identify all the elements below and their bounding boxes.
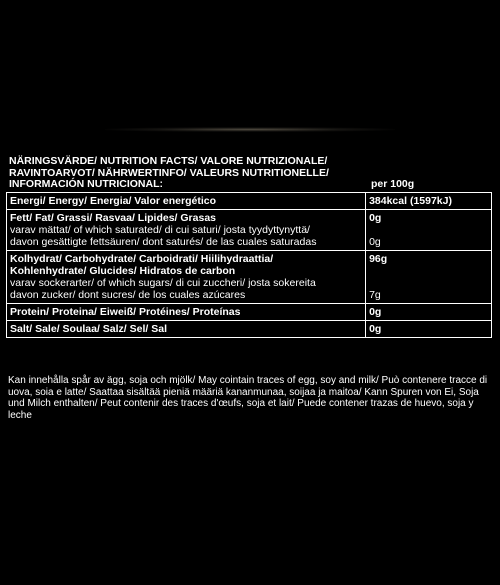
- carbohydrate-label-line-2: Kohlenhydrate/ Glucides/ Hidratos de carbon: [10, 265, 236, 277]
- fat-value: 0g: [369, 212, 382, 224]
- saturated-label-line-1: varav mättat/ of which saturated/ di cui saturi/ josta tyydyttynyttä/: [10, 224, 310, 236]
- row-fat: [7, 210, 492, 251]
- row-energy: [7, 193, 492, 210]
- protein-label: Protein/ Proteina/ Eiweiß/ Protéines/ Proteínas: [10, 306, 241, 318]
- row-carbohydrate: [7, 251, 492, 304]
- decorative-glow-line: [105, 127, 395, 132]
- saturated-label-line-2: davon gesättigte fettsäuren/ dont saturés/ de las cuales saturadas: [10, 236, 317, 248]
- allergen-footnote: Kan innehålla spår av ägg, soja och mjölk/ May cointain traces of egg, soy and milk/ Può contenere tracce di uova, soia e latte/ Saattaa sisältää pieniä määriä kananmunaa, soijaa ja maitoa/ Kann Spuren von Ei, Soja und Milch enthalten/ Peut contenir des traces d'œufs, soja et lait/ Puede contener trazas de huevo, soja y leche: [8, 375, 488, 421]
- sugars-label-line-1: varav sockerarter/ of which sugars/ di cui zuccheri/ josta sokereita: [10, 277, 316, 289]
- row-salt: [7, 321, 492, 338]
- protein-value: 0g: [369, 306, 382, 318]
- saturated-value: 0g: [369, 236, 381, 248]
- salt-value: 0g: [369, 323, 382, 335]
- nutrition-table: [6, 192, 492, 338]
- heading-line-1: NÄRINGSVÄRDE/ NUTRITION FACTS/ VALORE NUTRIZIONALE/: [9, 155, 328, 167]
- energy-value: 384kcal (1597kJ): [369, 195, 452, 207]
- heading-line-3: INFORMACIÓN NUTRICIONAL:: [9, 178, 163, 190]
- fat-label: Fett/ Fat/ Grassi/ Rasvaa/ Lipides/ Grasas: [10, 212, 217, 224]
- heading-line-2: RAVINTOARVOT/ NÄHRWERTINFO/ VALEURS NUTRITIONELLE/: [9, 166, 329, 179]
- nutrition-heading: [9, 156, 369, 191]
- sugars-label-line-2: davon zucker/ dont sucres/ de los cuales azúcares: [10, 289, 246, 301]
- per-100g-label: per 100g: [371, 178, 415, 190]
- sugars-value: 7g: [369, 289, 381, 301]
- energy-label: Energi/ Energy/ Energia/ Valor energético: [10, 195, 216, 207]
- salt-label: Salt/ Sale/ Soulaa/ Salz/ Sel/ Sal: [10, 323, 167, 335]
- row-protein: [7, 304, 492, 321]
- carbohydrate-value: 96g: [369, 253, 388, 265]
- carbohydrate-label-line-1: Kolhydrat/ Carbohydrate/ Carboidrati/ Hiilihydraattia/: [10, 253, 274, 265]
